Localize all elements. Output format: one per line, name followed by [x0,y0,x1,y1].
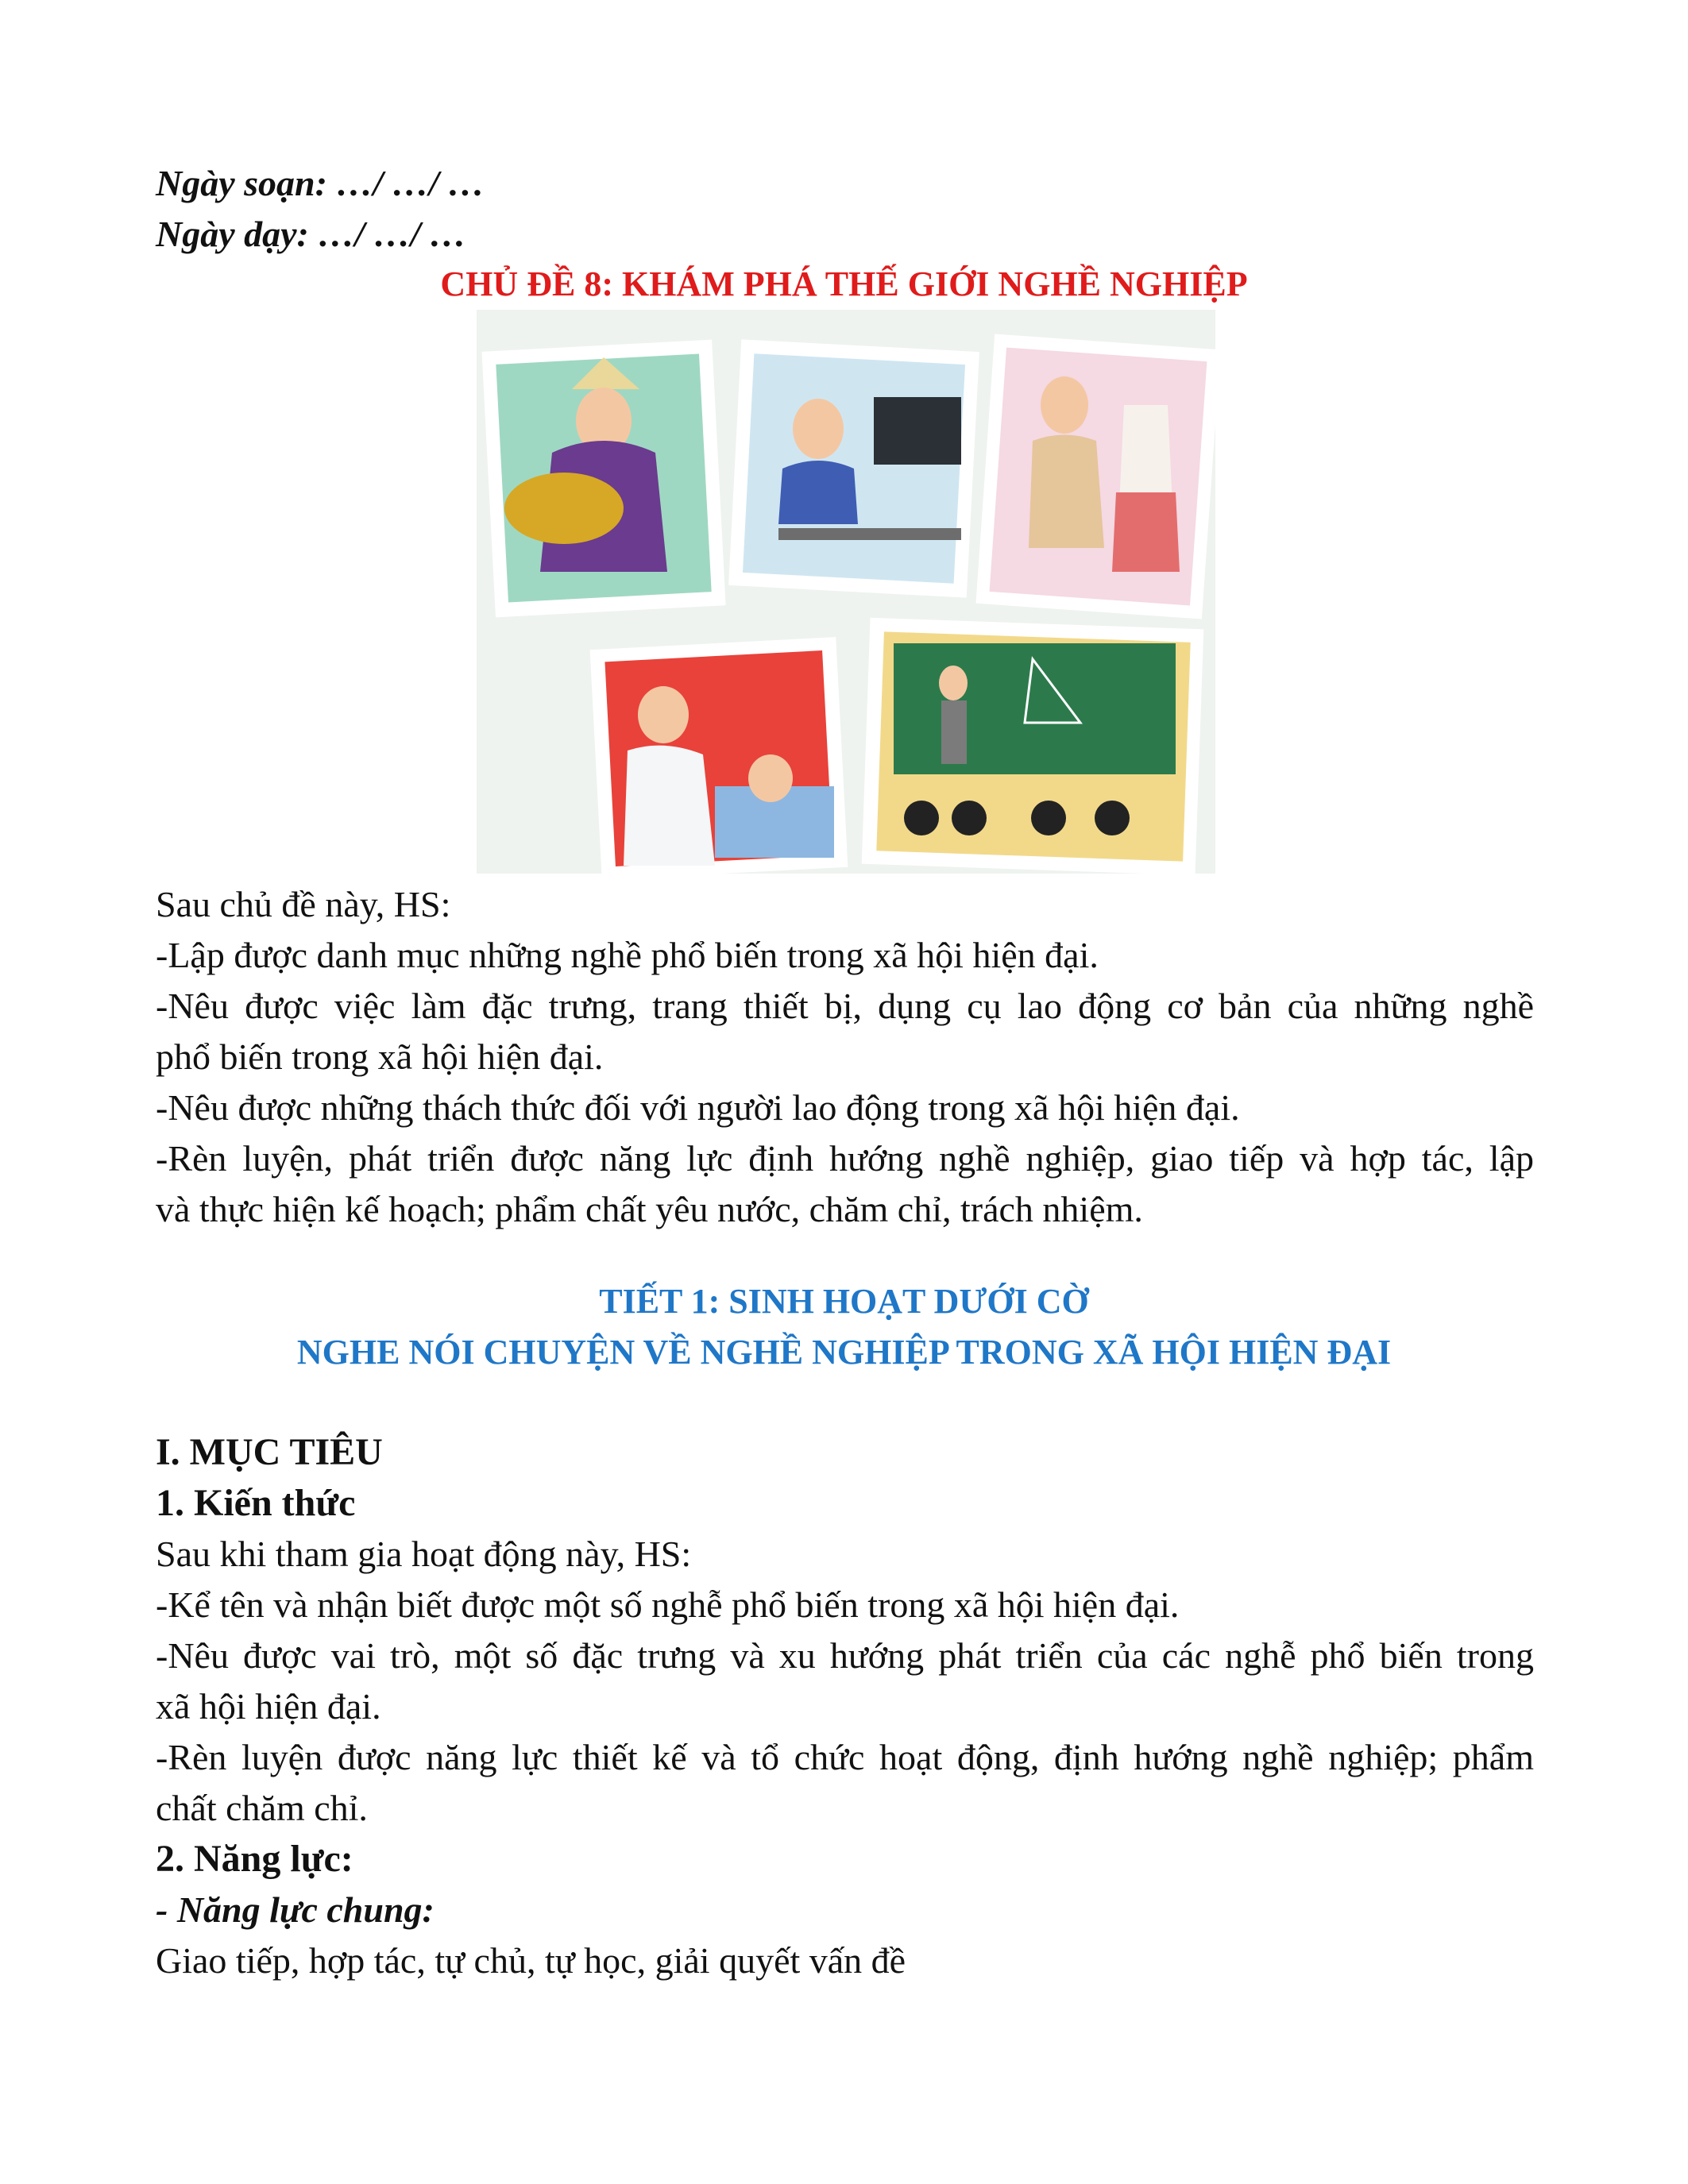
objective-item: -Nêu được những thách thức đối với người lao động trong xã hội hiện đại. [156,1087,1240,1128]
tailor-panel [975,334,1215,619]
section-heading: I. MỤC TIÊU [156,1431,383,1473]
knowledge-item: xã hội hiện đại. [156,1686,381,1727]
date-taught: Ngày dạy: …/ …/ … [156,214,466,254]
knowledge-item: -Nêu được vai trò, một số đặc trưng và xu hướng phát triển của các nghễ phổ biến trong [156,1635,1534,1676]
objective-item: phổ biến trong xã hội hiện đại. [156,1036,604,1077]
objective-item: -Lập được danh mục những nghề phổ biến trong xã hội hiện đại. [156,935,1099,975]
date-prepared: Ngày soạn: …/ …/ … [156,163,485,203]
subsection-subheading: - Năng lực chung: [156,1889,435,1930]
office-worker-panel [728,339,979,597]
objective-item: và thực hiện kế hoạch; phẩm chất yêu nước, chăm chỉ, trách nhiệm. [156,1189,1143,1229]
objectives-lead: Sau chủ đề này, HS: [156,884,451,924]
knowledge-item: chất chăm chỉ. [156,1788,368,1828]
topic-title: CHỦ ĐỀ 8: KHÁM PHÁ THẾ GIỚI NGHỀ NGHIỆP [440,264,1248,303]
careers-illustration [477,310,1215,874]
lesson-subtitle: NGHE NÓI CHUYỆN VỀ NGHỀ NGHIỆP TRONG XÃ HỘI HIỆN ĐẠI [296,1333,1392,1372]
knowledge-item: -Kể tên và nhận biết được một số nghễ phổ biến trong xã hội hiện đại. [156,1584,1180,1625]
subsection-heading: 1. Kiến thức [156,1482,356,1524]
general-competence: Giao tiếp, hợp tác, tự chủ, tự học, giải quyết vấn đề [156,1940,906,1981]
objective-item: -Rèn luyện, phát triển được năng lực định hướng nghề nghiệp, giao tiếp và hợp tác, lập [156,1138,1534,1179]
section-lead: Sau khi tham gia hoạt động này, HS: [156,1534,692,1574]
subsection-heading: 2. Năng lực: [156,1838,353,1880]
lesson-title: TIẾT 1: SINH HOẠT DƯỚI CỜ [599,1282,1089,1321]
nurse-panel [590,637,848,874]
knowledge-item: -Rèn luyện được năng lực thiết kế và tổ chức hoạt động, định hướng nghề nghiệp; phẩm [156,1737,1534,1777]
teacher-panel [862,618,1204,874]
farmer-panel [481,340,725,618]
objective-item: -Nêu được việc làm đặc trưng, trang thiết bị, dụng cụ lao động cơ bản của những nghề [156,986,1534,1026]
